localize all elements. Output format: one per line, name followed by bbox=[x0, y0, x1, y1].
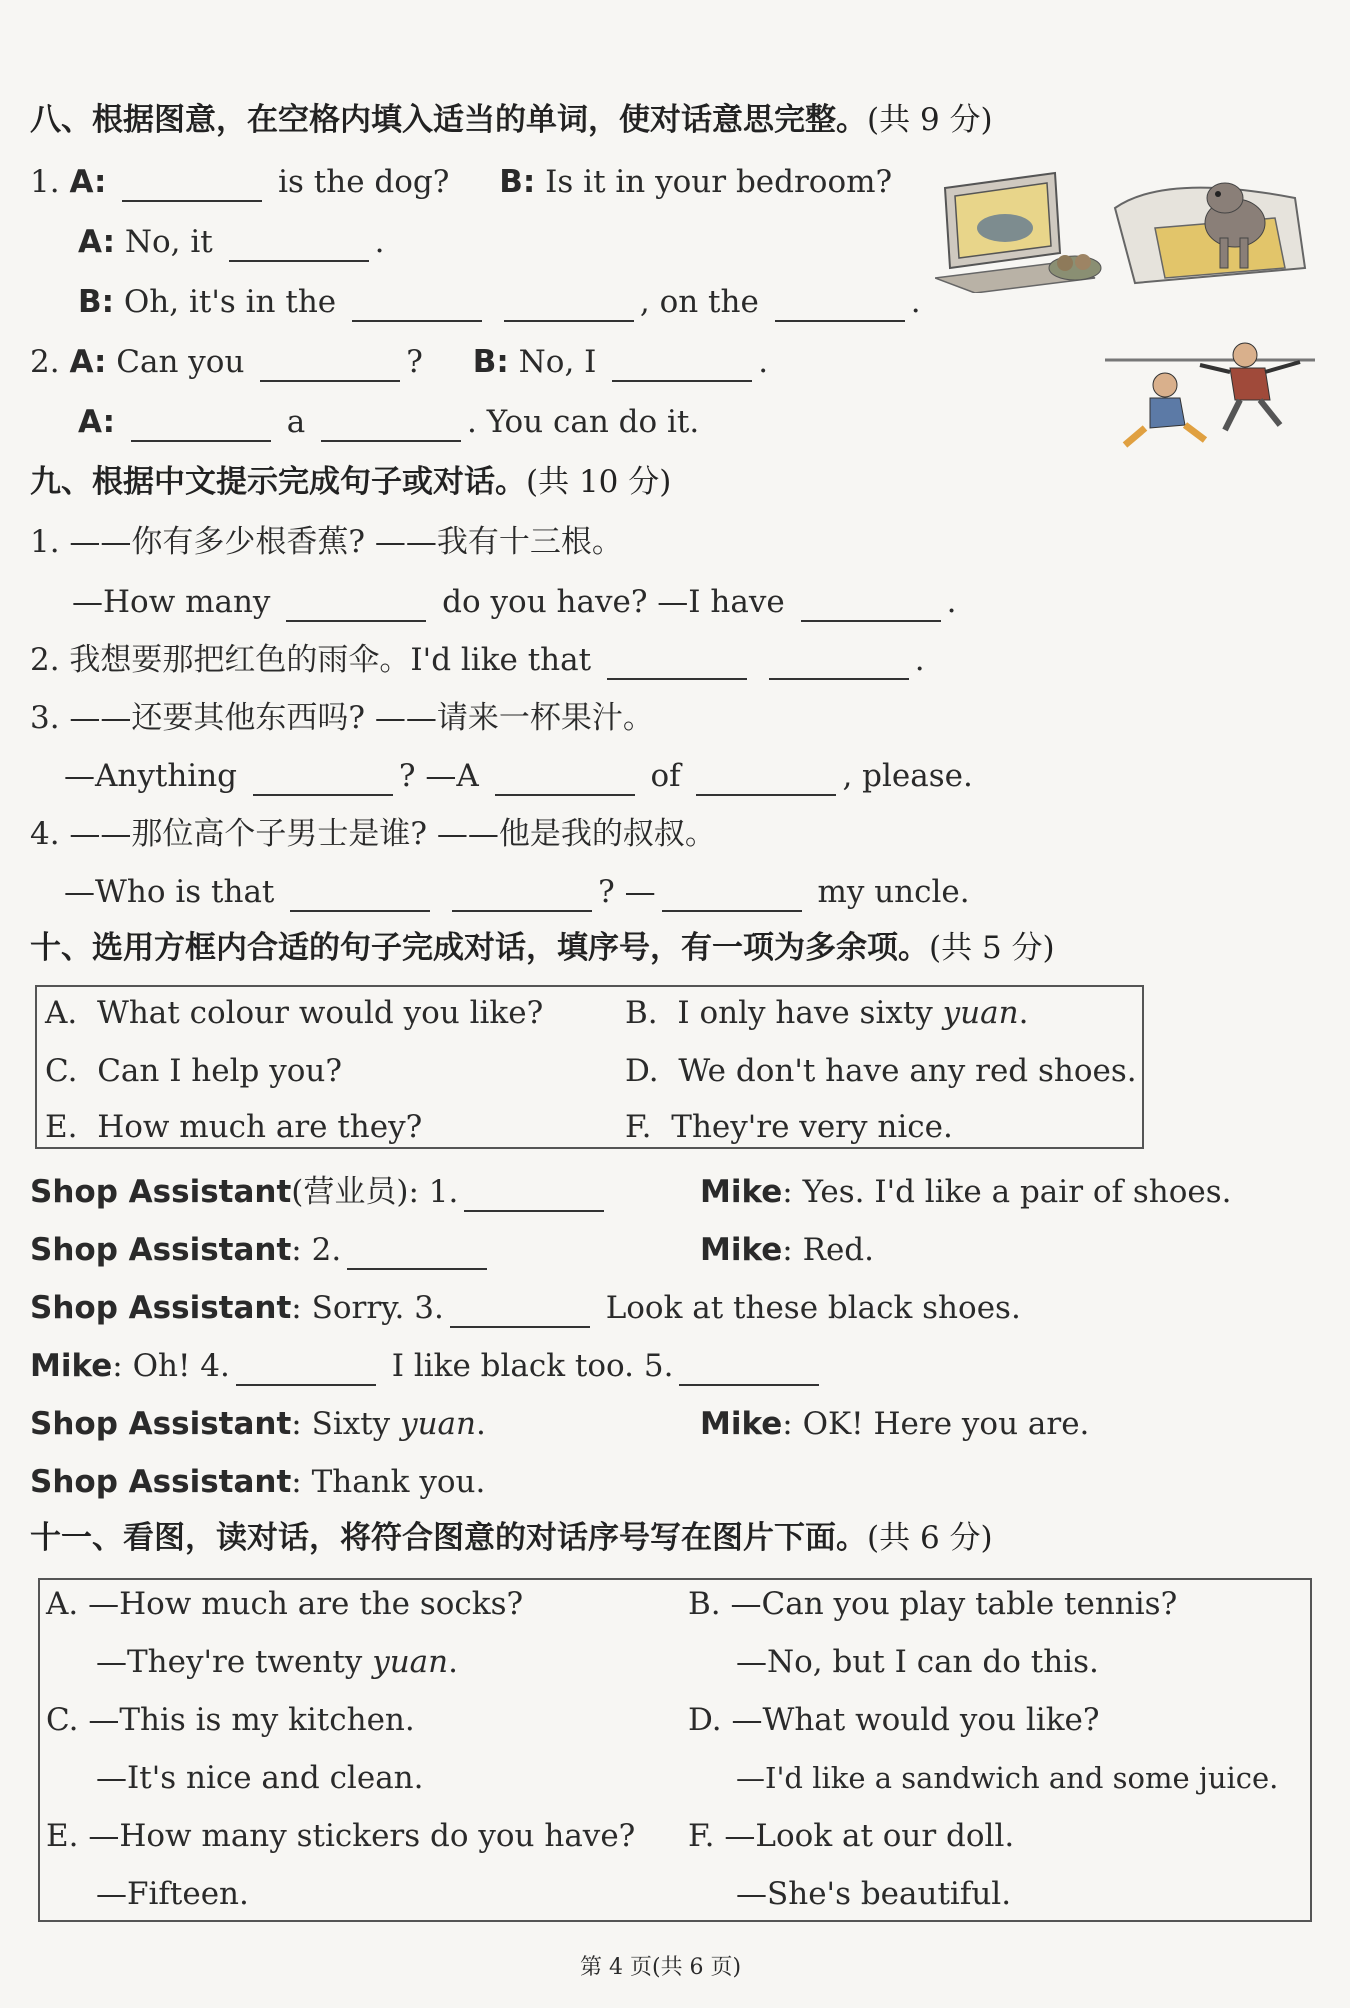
option-f bbox=[625, 1107, 953, 1147]
option-text: What colour would you like? bbox=[96, 995, 544, 1031]
option-a bbox=[45, 993, 543, 1033]
dialog-d-line2: —I'd like a sandwich and some juice. bbox=[736, 1761, 1279, 1795]
answer-blank[interactable] bbox=[452, 878, 592, 912]
dialog-text: Look at these black shoes. bbox=[605, 1290, 1021, 1326]
section8-heading bbox=[30, 100, 993, 140]
dialog-text: Oh, it's in the bbox=[123, 284, 337, 320]
speaker-shop-assistant: Shop Assistant bbox=[30, 1232, 292, 1268]
dialog-text: Is it in your bedroom? bbox=[545, 164, 893, 200]
s10-line5-mike bbox=[700, 1404, 1089, 1444]
speaker-shop-assistant: Shop Assistant bbox=[30, 1464, 292, 1500]
dialog-text: Can you bbox=[116, 344, 245, 380]
dialog-b-line1 bbox=[688, 1584, 1177, 1624]
dialog-text: —They're twenty bbox=[96, 1644, 363, 1680]
dialog-b-line2: —No, but I can do this. bbox=[736, 1644, 1099, 1680]
option-letter: A. bbox=[45, 995, 78, 1031]
speaker-shop-assistant: Shop Assistant bbox=[30, 1174, 292, 1210]
answer-blank[interactable] bbox=[679, 1352, 819, 1386]
dialog-text: do you have? —I have bbox=[442, 584, 785, 620]
dialog-text: Oh! 4. bbox=[132, 1348, 230, 1384]
answer-blank[interactable] bbox=[607, 646, 747, 680]
dialog-c-line1 bbox=[46, 1700, 415, 1740]
s8-q1-line2: A: No, it . bbox=[78, 224, 385, 260]
dialog-letter: A. bbox=[46, 1586, 79, 1622]
colon: : bbox=[408, 1174, 419, 1210]
dialog-text: a bbox=[286, 404, 306, 440]
section11-heading-text: 十一、看图，读对话，将符合图意的对话序号写在图片下面。 bbox=[30, 1520, 867, 1556]
dialog-text: of bbox=[650, 758, 681, 794]
dialog-text: , on the bbox=[639, 284, 759, 320]
dialog-text: Yes. I'd like a pair of shoes. bbox=[802, 1174, 1232, 1210]
option-text: Can I help you? bbox=[97, 1053, 342, 1089]
option-italic: yuan bbox=[942, 995, 1019, 1031]
option-text: How much are they? bbox=[97, 1109, 423, 1145]
blank-number: 1. bbox=[428, 1174, 459, 1210]
s10-line1-mike bbox=[700, 1172, 1232, 1212]
dialog-italic: yuan bbox=[400, 1406, 476, 1442]
answer-blank[interactable] bbox=[504, 288, 634, 322]
dialog-letter: E. bbox=[46, 1818, 79, 1854]
section10-heading-text: 十、选用方框内合适的句子完成对话，填序号，有一项为多余项。 bbox=[30, 930, 929, 966]
dialog-a-line1 bbox=[46, 1584, 523, 1624]
answer-blank[interactable] bbox=[464, 1178, 604, 1212]
s10-line6 bbox=[30, 1462, 485, 1502]
section9-heading-text: 九、根据中文提示完成句子或对话。 bbox=[30, 464, 526, 500]
dialogues-box bbox=[38, 1578, 1312, 1922]
dialog-text: —Can you play table tennis? bbox=[730, 1586, 1178, 1622]
dialog-f-line2: —She's beautiful. bbox=[736, 1876, 1012, 1912]
colon: : bbox=[112, 1348, 123, 1384]
speaker-b: B: bbox=[78, 284, 115, 320]
answer-blank[interactable] bbox=[495, 762, 635, 796]
s9-q3-cn: 3. ——还要其他东西吗? ——请来一杯果汁。 bbox=[30, 700, 654, 736]
dialog-text: Sixty bbox=[311, 1406, 391, 1442]
section11-heading bbox=[30, 1518, 993, 1558]
s9-q3-en bbox=[64, 756, 973, 796]
answer-blank[interactable] bbox=[131, 408, 271, 442]
s8-q1-number: 1. bbox=[30, 164, 60, 200]
answer-blank[interactable] bbox=[321, 408, 461, 442]
speaker-mike: Mike bbox=[30, 1348, 113, 1384]
dialog-text: No, I bbox=[518, 344, 597, 380]
s8-q2-line2 bbox=[78, 402, 699, 442]
dialog-text: No, it bbox=[124, 224, 213, 260]
s10-line4 bbox=[30, 1346, 825, 1386]
answer-blank[interactable] bbox=[662, 878, 802, 912]
option-letter: F. bbox=[625, 1109, 652, 1145]
dialog-e-line2: —Fifteen. bbox=[96, 1876, 249, 1912]
dialog-text: —Who is that bbox=[64, 874, 275, 910]
dialog-text: Red. bbox=[802, 1232, 874, 1268]
s8-q2-line1: 2. A: Can you ? B: No, I . bbox=[30, 344, 769, 380]
dialog-text: my uncle. bbox=[817, 874, 970, 910]
dialog-text: is the dog? bbox=[278, 164, 450, 200]
speaker-a: A: bbox=[69, 344, 107, 380]
speaker-mike: Mike bbox=[700, 1232, 783, 1268]
speaker-mike: Mike bbox=[700, 1406, 783, 1442]
dialog-text: Sorry. 3. bbox=[311, 1290, 444, 1326]
s10-line5: Shop Assistant: Sixty yuan. bbox=[30, 1406, 486, 1442]
s10-line3 bbox=[30, 1288, 1021, 1328]
speaker-b: B: bbox=[499, 164, 536, 200]
answer-blank[interactable] bbox=[347, 1236, 487, 1270]
page-footer: 第 4 页(共 6 页) bbox=[580, 1955, 742, 1980]
dialog-a-line2: —They're twenty yuan. bbox=[96, 1644, 458, 1680]
option-letter: B. bbox=[625, 995, 658, 1031]
dialog-text: —Look at our doll. bbox=[724, 1818, 1015, 1854]
dialog-text: —This is my kitchen. bbox=[88, 1702, 415, 1738]
s8-q2-number: 2. bbox=[30, 344, 60, 380]
dialog-text: —How many stickers do you have? bbox=[88, 1818, 636, 1854]
option-d bbox=[625, 1051, 1137, 1091]
dialog-text: I like black too. 5. bbox=[391, 1348, 674, 1384]
dialog-letter: B. bbox=[688, 1586, 721, 1622]
dialog-text: —How much are the socks? bbox=[88, 1586, 524, 1622]
s9-q1-en: —How many do you have? —I have . bbox=[72, 584, 957, 620]
s9-q4-en bbox=[64, 872, 970, 912]
dialog-e-line1 bbox=[46, 1816, 635, 1856]
dialog-text: . You can do it. bbox=[467, 404, 700, 440]
option-e bbox=[45, 1107, 422, 1147]
colon: : bbox=[291, 1232, 302, 1268]
s8-q1-line1 bbox=[30, 162, 892, 202]
answer-blank[interactable] bbox=[290, 878, 430, 912]
dialog-letter: F. bbox=[688, 1818, 715, 1854]
answer-blank[interactable] bbox=[612, 348, 752, 382]
answer-blank[interactable] bbox=[236, 1352, 376, 1386]
blank-number: 2. bbox=[311, 1232, 342, 1268]
answer-blank[interactable] bbox=[253, 762, 393, 796]
living-room-illustration bbox=[935, 168, 1315, 293]
answer-blank[interactable] bbox=[696, 762, 836, 796]
s9-q4-cn: 4. ——那位高个子男士是谁? ——他是我的叔叔。 bbox=[30, 816, 716, 852]
section10-heading bbox=[30, 928, 1055, 968]
option-b bbox=[625, 993, 1028, 1033]
answer-blank[interactable] bbox=[775, 288, 905, 322]
colon: : bbox=[782, 1174, 793, 1210]
speaker-a: A: bbox=[69, 164, 107, 200]
section11-points: (共 6 分) bbox=[867, 1520, 993, 1556]
option-letter: C. bbox=[45, 1053, 78, 1089]
dialog-text: —What would you like? bbox=[731, 1702, 1100, 1738]
option-tail: . bbox=[1018, 995, 1029, 1031]
answer-blank[interactable] bbox=[450, 1294, 590, 1328]
speaker-a: A: bbox=[78, 404, 115, 440]
dialog-text: —Anything bbox=[64, 758, 238, 794]
option-text: We don't have any red shoes. bbox=[678, 1053, 1137, 1089]
s10-line2-mike bbox=[700, 1230, 874, 1270]
section8-points: (共 9 分) bbox=[867, 102, 993, 138]
speaker-a: A: bbox=[78, 224, 115, 260]
dialog-d-line1 bbox=[688, 1700, 1099, 1740]
colon: : bbox=[782, 1232, 793, 1268]
s10-line1 bbox=[30, 1172, 610, 1212]
dialog-text: ? — bbox=[598, 874, 656, 910]
dialog-f-line1 bbox=[688, 1816, 1014, 1856]
speaker-mike: Mike bbox=[700, 1174, 783, 1210]
dialog-letter: C. bbox=[46, 1702, 79, 1738]
section9-heading bbox=[30, 462, 671, 502]
option-text: I only have sixty bbox=[677, 995, 933, 1031]
dialog-text: , please. bbox=[842, 758, 973, 794]
answer-blank[interactable] bbox=[229, 228, 369, 262]
section10-points: (共 5 分) bbox=[929, 930, 1055, 966]
dialog-letter: D. bbox=[688, 1702, 722, 1738]
dialog-text: 2. 我想要那把红色的雨伞。I'd like that bbox=[30, 642, 592, 678]
section8-heading-text: 八、根据图意，在空格内填入适当的单词，使对话意思完整。 bbox=[30, 102, 867, 138]
option-text: They're very nice. bbox=[671, 1109, 953, 1145]
s8-q1-line3: B: Oh, it's in the , on the . bbox=[78, 284, 921, 320]
s10-line2 bbox=[30, 1230, 493, 1270]
colon: : bbox=[291, 1464, 302, 1500]
speaker-shop-assistant: Shop Assistant bbox=[30, 1290, 292, 1326]
speaker-shop-assistant: Shop Assistant bbox=[30, 1406, 292, 1442]
speaker-b: B: bbox=[472, 344, 509, 380]
answer-blank[interactable] bbox=[801, 588, 941, 622]
option-c bbox=[45, 1051, 342, 1091]
dialog-text: OK! Here you are. bbox=[802, 1406, 1090, 1442]
answer-blank[interactable] bbox=[769, 646, 909, 680]
dialog-text: —How many bbox=[72, 584, 271, 620]
answer-blank[interactable] bbox=[352, 288, 482, 322]
section9-points: (共 10 分) bbox=[526, 464, 672, 500]
dialog-text: Thank you. bbox=[311, 1464, 486, 1500]
colon: : bbox=[291, 1406, 302, 1442]
colon: : bbox=[291, 1290, 302, 1326]
s9-q1-cn: 1. ——你有多少根香蕉? ——我有十三根。 bbox=[30, 524, 623, 560]
answer-blank[interactable] bbox=[260, 348, 400, 382]
speaker-cn: (营业员) bbox=[291, 1174, 409, 1210]
dialog-italic: yuan bbox=[372, 1644, 449, 1680]
colon: : bbox=[782, 1406, 793, 1442]
option-letter: E. bbox=[45, 1109, 78, 1145]
answer-blank[interactable] bbox=[286, 588, 426, 622]
skating-illustration bbox=[1105, 340, 1315, 450]
dialog-text: ? —A bbox=[398, 758, 479, 794]
options-box bbox=[35, 985, 1144, 1149]
dialog-c-line2: —It's nice and clean. bbox=[96, 1760, 424, 1796]
option-letter: D. bbox=[625, 1053, 659, 1089]
s9-q2: 2. 我想要那把红色的雨伞。I'd like that . bbox=[30, 642, 925, 678]
answer-blank[interactable] bbox=[122, 168, 262, 202]
